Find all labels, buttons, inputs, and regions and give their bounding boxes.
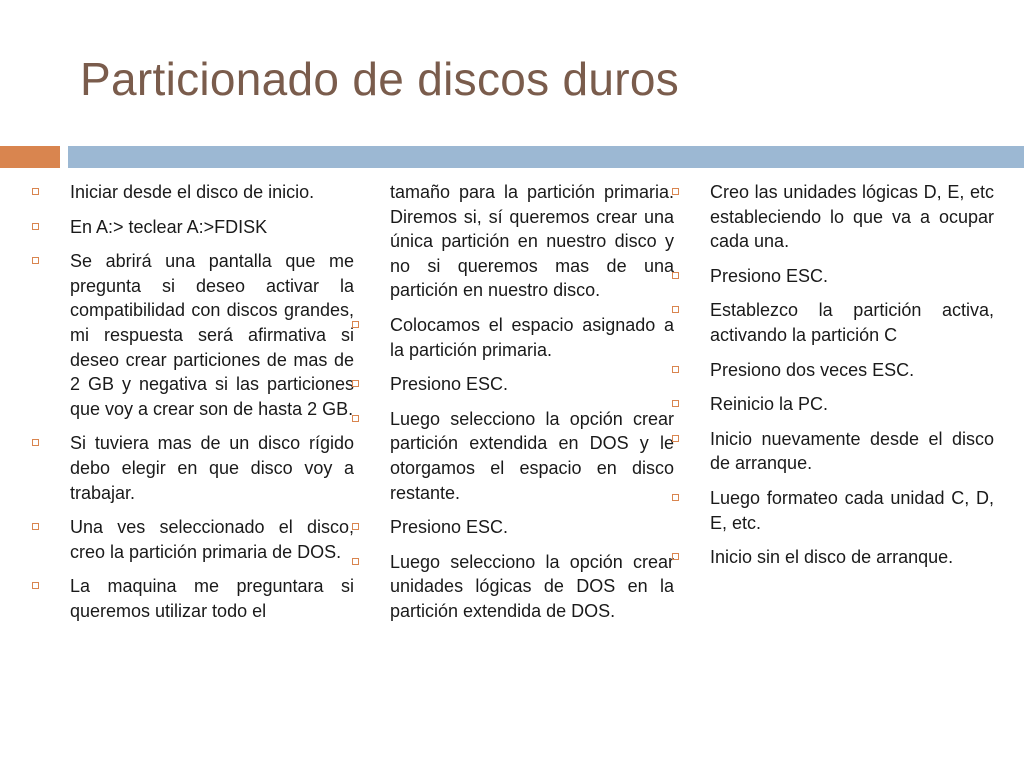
bullet-text: Luego selecciono la opción crear unidades lógicas de DOS en la partición extendida de DOS.: [390, 551, 674, 621]
square-bullet-icon: [672, 272, 679, 279]
bullet-text: Colocamos el espacio asignado a la partición primaria.: [390, 314, 674, 360]
bullet-item: [672, 486, 994, 535]
square-bullet-icon: [32, 223, 39, 230]
square-bullet-icon: [32, 582, 39, 589]
bullet-text: Establezco la partición activa, activando la partición C: [710, 300, 994, 345]
slide-title: Particionado de discos duros: [80, 53, 680, 105]
square-bullet-icon: [32, 523, 39, 530]
square-bullet-icon: [672, 553, 679, 560]
bullet-text: En A:> teclear A:>FDISK: [70, 216, 268, 237]
bullet-text: Presiono ESC.: [390, 517, 509, 538]
square-bullet-icon: [672, 435, 679, 442]
bullet-item: [32, 249, 354, 421]
column-1: [32, 180, 354, 634]
bullet-item: [32, 431, 354, 505]
square-bullet-icon: [672, 366, 679, 373]
bullet-text: Creo las unidades lógicas D, E, etc estableciendo lo que va a ocupar cada una.: [710, 182, 994, 252]
bullet-item: [32, 215, 354, 240]
bullet-item: [672, 392, 994, 417]
bullet-item: [672, 264, 994, 289]
bullet-text: Presiono ESC.: [710, 265, 829, 286]
bullet-text: Inicio nuevamente desde el disco de arranque.: [710, 428, 994, 474]
square-bullet-icon: [672, 400, 679, 407]
column-3: [672, 180, 994, 580]
accent-bar-orange: [0, 146, 60, 168]
bullet-item: [672, 298, 994, 347]
bullet-text: Presiono dos veces ESC.: [710, 359, 915, 380]
bullet-item: [672, 180, 994, 254]
bullet-item: [672, 545, 994, 570]
bullet-item: [352, 407, 674, 505]
accent-bar-blue: [68, 146, 1024, 168]
bullet-item: [352, 313, 674, 362]
bullet-item: [352, 372, 674, 397]
bullet-item: [32, 574, 354, 623]
bullet-text: La maquina me preguntara si queremos utilizar todo el: [70, 576, 354, 621]
bullet-item: [32, 180, 354, 205]
bullet-text: tamaño para la partición primaria. Diremos si, sí queremos crear una única partición en nuestro disco y no si queremos mas de una partición en nuestro disco.: [390, 182, 674, 301]
bullet-text: Luego formateo cada unidad C, D, E, etc.: [710, 487, 994, 533]
square-bullet-icon: [352, 558, 359, 565]
bullet-item: [672, 358, 994, 383]
square-bullet-icon: [672, 306, 679, 313]
column-2: [352, 180, 674, 634]
bullet-text: Presiono ESC.: [390, 374, 509, 395]
bullet-text: Luego selecciono la opción crear partición extendida en DOS y le otorgamos el espacio en disco restante.: [390, 408, 674, 503]
bullet-text: Iniciar desde el disco de inicio.: [70, 182, 315, 202]
square-bullet-icon: [352, 415, 359, 422]
bullet-text: Inicio sin el disco de arranque.: [710, 547, 954, 568]
bullet-item: [352, 515, 674, 540]
bullet-text: Si tuviera mas de un disco rígido debo elegir en que disco voy a trabajar.: [70, 433, 354, 503]
square-bullet-icon: [32, 257, 39, 264]
square-bullet-icon: [672, 188, 679, 195]
bullet-text: Se abrirá una pantalla que me pregunta si deseo activar la compatibilidad con discos grandes, mi respuesta será afirmativa si deseo crear particiones de mas de 2 GB y negativa si las particiones que voy a crear son de hasta 2 GB.: [70, 251, 354, 419]
square-bullet-icon: [352, 380, 359, 387]
bullet-text: Una ves seleccionado el disco, creo la partición primaria de DOS.: [70, 517, 354, 562]
bullet-item: [352, 550, 674, 624]
square-bullet-icon: [32, 188, 39, 195]
bullet-item: [672, 427, 994, 476]
bullet-text: Reinicio la PC.: [710, 394, 829, 415]
square-bullet-icon: [672, 494, 679, 501]
square-bullet-icon: [352, 523, 359, 530]
bullet-item: [352, 180, 674, 303]
bullet-item: [32, 515, 354, 564]
square-bullet-icon: [32, 439, 39, 446]
square-bullet-icon: [352, 321, 359, 328]
